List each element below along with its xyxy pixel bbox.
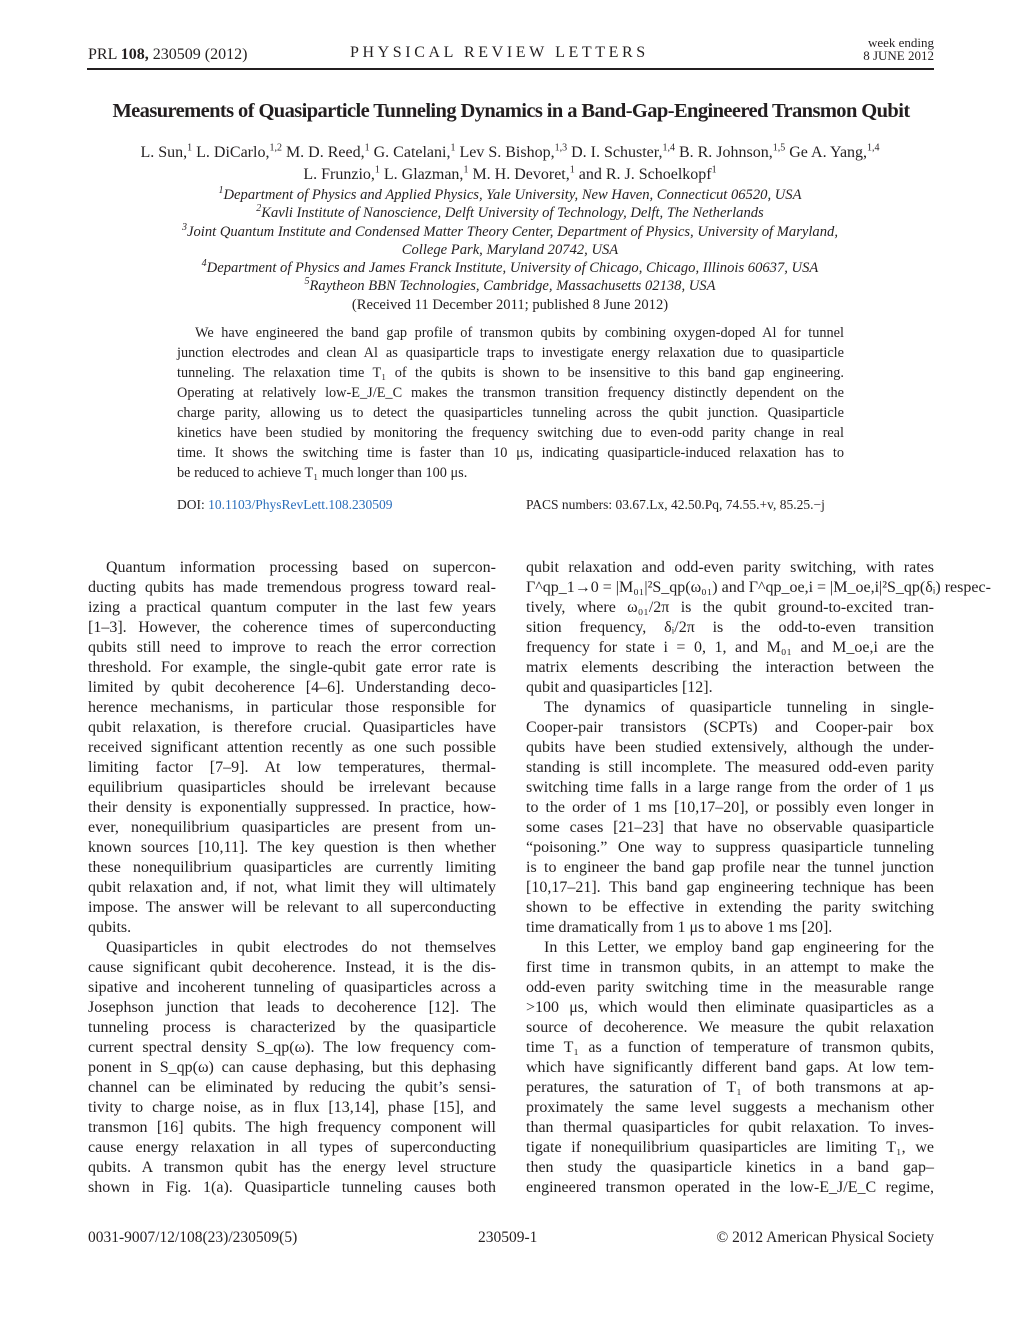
- affiliation: [40, 223, 980, 241]
- text-line: odd-even parity switching time in the measurable range: [526, 979, 934, 996]
- author: Ge A. Yang,: [789, 144, 868, 161]
- affiliation-text: Kavli Institute of Nanoscience, Delft University of Technology, Delft, The Netherlands: [261, 205, 764, 222]
- abstract-line: junction electrodes and clean Al as quasiparticle traps to investigate energy relaxation due to quasiparticle: [177, 345, 844, 361]
- text-line: threshold. For example, the single-qubit gate error rate is: [88, 659, 496, 676]
- text-line: [10,17–21]. This band gap engineering technique has been: [526, 879, 934, 896]
- author-affiliation-mark: 1: [364, 142, 370, 154]
- text-line: Cooper-pair transistors (SCPTs) and Cooper-pair box: [526, 719, 934, 736]
- text-line: cause energy relaxation in all types of superconducting: [88, 1139, 496, 1156]
- text-line: then study the quasiparticle kinetics in a band gap–: [526, 1159, 934, 1176]
- text-line: frequency for state i = 0, 1, and M₀₁ and M_oe,i are the: [526, 639, 934, 656]
- text-line: matrix elements describing the interaction between the: [526, 659, 934, 676]
- text-line: equilibrium quasiparticles should be irrelevant because: [88, 779, 496, 796]
- affiliation-number: 5: [304, 276, 310, 288]
- text-line: cause significant qubit decoherence. Instead, it is the dis-: [88, 959, 496, 976]
- text-line: limited by qubit decoherence [4–6]. Understanding deco-: [88, 679, 496, 696]
- text-line: standing is still incomplete. The measured odd-even parity: [526, 759, 934, 776]
- text-line: transmon [16] qubits. The high frequency component will: [88, 1119, 496, 1136]
- article-number-year: 230509 (2012): [148, 46, 248, 63]
- text-line: qubits. A transmon qubit has the energy level structure: [88, 1159, 496, 1176]
- citation-prefix: PRL: [88, 46, 121, 63]
- text-line: ponent in S_qp(ω) can cause dephasing, but this dephasing: [88, 1059, 496, 1076]
- text-line: engineered transmon operated in the low-E_J/E_C regime,: [526, 1179, 934, 1196]
- abstract: [177, 323, 844, 483]
- text-line: qubits still need to improve to reach the error correction: [88, 639, 496, 656]
- abstract-line: charge parity, allowing us to detect the quasiparticles tunneling across the qubit junction. Quasiparticle: [177, 405, 844, 421]
- page-number: 230509-1: [478, 1229, 538, 1246]
- author-affiliation-mark: 1: [569, 164, 575, 176]
- doi-link[interactable]: 10.1103/PhysRevLett.108.230509: [208, 497, 393, 512]
- author: B. R. Johnson,: [678, 144, 773, 161]
- text-line: qubits.: [88, 919, 132, 936]
- author: M. H. Devoret,: [472, 166, 570, 183]
- front-matter: [40, 142, 980, 314]
- text-line: qubit relaxation, is therefore crucial. Quasiparticles have: [88, 719, 496, 736]
- doi-label: DOI:: [177, 497, 209, 512]
- author: L. Sun,: [140, 144, 188, 161]
- affiliation-number: 2: [256, 203, 262, 215]
- body-column-right: [526, 558, 991, 1198]
- journal-citation: [88, 46, 247, 64]
- text-line: some cases [21–23] that have no observable quasiparticle: [526, 819, 934, 836]
- author: D. I. Schuster,: [571, 144, 663, 161]
- pacs-numbers: PACS numbers: 03.67.Lx, 42.50.Pq, 74.55.+v, 85.25.−j: [526, 497, 825, 512]
- affiliation: [40, 186, 980, 204]
- text-line: tively, where ω₀₁/2π is the qubit ground-to-excited tran-: [526, 599, 934, 616]
- text-line: first time in transmon qubits, in an attempt to make the: [526, 959, 934, 976]
- text-line: Josephson junction that leads to decoherence [12]. The: [88, 999, 496, 1016]
- author: G. Catelani,: [373, 144, 451, 161]
- text-line: sition frequency, δᵢ/2π is the odd-to-even transition: [526, 619, 934, 636]
- affiliation-number: 3: [182, 221, 188, 233]
- text-line: than thermal quasiparticles for qubit relaxation. To inves-: [526, 1119, 934, 1136]
- author-list: [40, 142, 980, 186]
- text-line: peratures, the saturation of T₁ of both transmons at ap-: [526, 1079, 934, 1096]
- text-line: qubit relaxation and, if not, what limit they will ultimately: [88, 879, 496, 896]
- text-line: which have significantly different band gaps. At low tem-: [526, 1059, 934, 1076]
- text-line: [1–3]. However, the coherence times of superconducting: [88, 619, 496, 636]
- author-affiliation-mark: 1,4: [867, 142, 880, 154]
- affiliation-text: Department of Physics and James Franck Institute, University of Chicago, Chicago, Illinois 60637, USA: [206, 260, 819, 277]
- text-line: shown in Fig. 1(a). Quasiparticle tunneling causes both: [88, 1179, 496, 1196]
- abstract-line: Operating at relatively low-E_J/E_C makes the transmon transition frequency distinctly dependent on the: [177, 385, 844, 401]
- affiliation-number: 4: [201, 258, 207, 270]
- text-line: time dramatically from 1 μs to above 1 ms [20].: [526, 919, 833, 936]
- author-affiliation-mark: 1,3: [554, 142, 568, 154]
- text-line: their density is exponentially suppressed. In practice, how-: [88, 799, 496, 816]
- author: L. Glazman,: [383, 166, 464, 183]
- text-line: sipative and incoherent tunneling of quasiparticles across a: [88, 979, 496, 996]
- author-affiliation-mark: 1: [711, 164, 717, 176]
- footer-code: 0031-9007/12/108(23)/230509(5): [88, 1229, 298, 1246]
- abstract-line: be reduced to achieve T₁ much longer than 100 μs.: [177, 465, 468, 481]
- author: L. DiCarlo,: [196, 144, 270, 161]
- text-line: is to engineer the band gap profile near the tunnel junction: [526, 859, 934, 876]
- abstract-line: kinetics have been studied by monitoring the frequency switching due to even-odd parity change in real: [177, 425, 844, 441]
- text-line: source of decoherence. We measure the qubit relaxation: [526, 1019, 934, 1036]
- text-line: these nonequilibrium quasiparticles are currently limiting: [88, 859, 496, 876]
- author-line: [40, 142, 980, 164]
- author: L. Frunzio,: [303, 166, 375, 183]
- text-line: Γ^qp_1→0 = |M₀₁|²S_qp(ω₀₁) and Γ^qp_oe,i = |M_oe,i|²S_qp(δᵢ) respec-: [526, 579, 991, 596]
- text-line: “poisoning.” One way to suppress quasiparticle tunneling: [526, 839, 934, 856]
- author: M. D. Reed,: [285, 144, 365, 161]
- text-line: shown to be effective in extending the parity switching: [526, 899, 934, 916]
- text-line: tigate if nonequilibrium quasiparticles are limiting T₁, we: [526, 1139, 934, 1156]
- abstract-line: time. It shows the switching time is faster than 10 μs, indicating quasiparticle-induced relaxation has to: [177, 445, 844, 461]
- text-line: channel can be eliminated by reducing the qubit’s sensi-: [88, 1079, 496, 1096]
- abstract-line: tunneling. The relaxation time T₁ of the qubits is shown to be insensitive to this band gap engineering.: [177, 365, 844, 381]
- text-line: received significant attention recently as one such possible: [88, 739, 496, 756]
- text-line: to the order of 1 ms [10,17–20], or possibly even longer in: [526, 799, 934, 816]
- text-line: limiting factor [7–9]. At low temperatures, thermal-: [88, 759, 496, 776]
- doi: [177, 497, 393, 513]
- text-line: impose. The answer will be relevant to all superconducting: [88, 899, 496, 916]
- text-line: time T₁ as a function of temperature of transmon qubits,: [526, 1039, 934, 1056]
- author-affiliation-mark: 1: [450, 142, 456, 154]
- text-line: proximately the same level suggests a mechanism other: [526, 1099, 934, 1116]
- text-line: In this Letter, we employ band gap engineering for the: [544, 939, 934, 956]
- author: Lev S. Bishop,: [459, 144, 555, 161]
- week-ending-date: 8 JUNE 2012: [863, 48, 934, 63]
- header-rule: [87, 68, 934, 70]
- paper-title: Measurements of Quasiparticle Tunneling Dynamics in a Band-Gap-Engineered Transmon Qubit: [112, 100, 910, 122]
- text-line: Quasiparticles in qubit electrodes do not themselves: [106, 939, 496, 956]
- text-line: ducting qubits has made tremendous progress toward real-: [88, 579, 496, 596]
- volume: 108,: [120, 46, 149, 63]
- affiliation-text: Department of Physics and Applied Physics, Yale University, New Haven, Connecticut 06520, USA: [223, 187, 802, 203]
- text-line: The dynamics of quasiparticle tunneling in single-: [544, 699, 934, 716]
- text-line: switching time falls in a large range from the order of 1 μs: [526, 779, 934, 796]
- text-line: tivity to charge noise, as in flux [13,14], phase [15], and: [88, 1099, 496, 1116]
- text-line: >100 μs, which would then eliminate quasiparticles as a: [526, 999, 934, 1016]
- text-line: Quantum information processing based on supercon-: [106, 559, 496, 576]
- author-affiliation-mark: 1: [187, 142, 193, 154]
- abstract-line: We have engineered the band gap profile of transmon qubits by combining oxygen-doped Al for tunnel: [195, 325, 844, 341]
- text-line: qubit relaxation and odd-even parity switching, with rates: [526, 559, 934, 576]
- author-affiliation-mark: 1,4: [662, 142, 675, 154]
- author-affiliation-mark: 1: [463, 164, 469, 176]
- text-line: tunneling process is characterized by the quasiparticle: [88, 1019, 496, 1036]
- affiliation-text: Joint Quantum Institute and Condensed Matter Theory Center, Department of Physics, University of Maryland,: [187, 223, 838, 240]
- affiliation: [40, 204, 980, 222]
- affiliation: [40, 277, 980, 295]
- author-affiliation-mark: 1,5: [772, 142, 786, 154]
- affiliation: [40, 241, 980, 259]
- received-date: (Received 11 December 2011; published 8 June 2012): [351, 296, 669, 313]
- text-line: known sources [10,11]. The key question is then whether: [88, 839, 496, 856]
- text-line: izing a practical quantum computer in the last few years: [88, 599, 496, 616]
- affiliation-text: College Park, Maryland 20742, USA: [401, 241, 619, 258]
- journal-name: PHYSICAL REVIEW LETTERS: [350, 44, 649, 61]
- text-line: herence mechanisms, in particular those responsible for: [88, 699, 496, 716]
- text-line: qubit and quasiparticles [12].: [526, 679, 713, 696]
- body-column-left: [88, 558, 496, 1198]
- author-affiliation-mark: 1: [374, 164, 380, 176]
- affiliation-number: 1: [218, 185, 224, 197]
- author-line: [40, 164, 980, 186]
- copyright: © 2012 American Physical Society: [716, 1229, 934, 1246]
- text-line: ever, nonequilibrium quasiparticles are present from un-: [88, 819, 496, 836]
- author-affiliation-mark: 1,2: [269, 142, 282, 154]
- affiliation-list: [40, 186, 980, 314]
- author: and R. J. Schoelkopf: [578, 166, 712, 183]
- issue-date: [863, 36, 934, 62]
- text-line: qubits have been studied extensively, although the under-: [526, 739, 934, 756]
- affiliation-text: Raytheon BBN Technologies, Cambridge, Massachusetts 02138, USA: [309, 278, 716, 295]
- text-line: current spectral density S_qp(ω). The low frequency com-: [88, 1039, 496, 1056]
- week-ending-label: week ending: [867, 35, 934, 50]
- affiliation: [40, 259, 980, 277]
